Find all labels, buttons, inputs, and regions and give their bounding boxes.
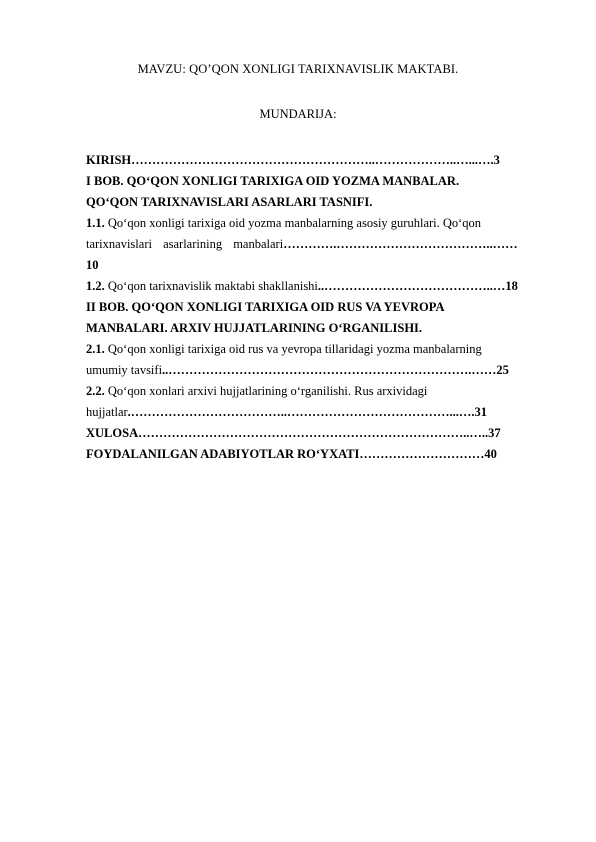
- section-number: 1.2.: [86, 279, 105, 293]
- section-title: Qo‘qon xonligi tarixiga oid rus va yevropa tillaridagi yozma manbalarning: [107, 342, 482, 356]
- section-title: Qo‘qon xonligi tarixiga oid yozma manbalarning asosiy guruhlari. Qo‘qon: [107, 216, 482, 230]
- leader-dots: ………….………………………………..……: [283, 237, 518, 251]
- section-number: 2.2.: [86, 384, 105, 398]
- toc-section-1-2: [86, 276, 550, 297]
- section-title-continued: hujjatlar: [86, 405, 128, 419]
- leader-dots: ..…………………………………..…18: [317, 279, 518, 293]
- leader-dots: .………………………………..…………………………………...….31: [127, 405, 488, 419]
- toc-chapter-1-title-line-1: I BOB. QO‘QON XONLIGI TARIXIGA OID YOZMA MANBALAR.: [86, 174, 460, 188]
- toc-section-2-1-line-2: [86, 360, 550, 381]
- section-title: Qo‘qon xonlari arxivi hujjatlarining o‘rganilishi. Rus arxividagi: [107, 384, 428, 398]
- leader-dots: ..……………………………………………………………….……25: [162, 363, 509, 377]
- toc-entry-bibliography: FOYDALANILGAN ADABIYOTLAR RO‘YXATI…………………………40: [86, 447, 497, 461]
- toc-section-1-1-line-2: [86, 234, 550, 255]
- toc-chapter-2-title-line-2: MANBALARI. ARXIV HUJJATLARINING O‘RGANILISHI.: [86, 321, 423, 335]
- toc-entry-kirish: KIRISH…………………………………………………..………………..…...….3: [86, 153, 500, 167]
- section-number: 1.1.: [86, 216, 105, 230]
- toc-section-2-1-line-1: [86, 339, 550, 360]
- toc-section-1-1-page: 10: [86, 258, 99, 272]
- section-title-continued: umumiy tavsifi: [86, 363, 163, 377]
- section-number: 2.1.: [86, 342, 105, 356]
- toc-section-2-2-line-1: [86, 381, 550, 402]
- toc-chapter-1-title-line-2: QO‘QON TARIXNAVISLARI ASARLARI TASNIFI.: [86, 195, 373, 209]
- toc-section-1-1-line-1: [86, 213, 550, 234]
- toc-entry-xulosa: XULOSA……………………………………………………………………..…..37: [86, 426, 501, 440]
- contents-heading: MUNDARIJA:: [259, 107, 337, 121]
- toc-chapter-2-title-line-1: II BOB. QO‘QON XONLIGI TARIXIGA OID RUS VA YEVROPA: [86, 300, 445, 314]
- table-of-contents: [86, 150, 550, 465]
- document-title: MAVZU: QO’QON XONLIGI TARIXNAVISLIK MAKTABI.: [137, 62, 459, 76]
- section-title-continued: tarixnavislari asarlarining manbalari: [86, 237, 284, 251]
- toc-section-2-2-line-2: [86, 402, 550, 423]
- section-title: Qo‘qon tarixnavislik maktabi shakllanishi: [107, 279, 318, 293]
